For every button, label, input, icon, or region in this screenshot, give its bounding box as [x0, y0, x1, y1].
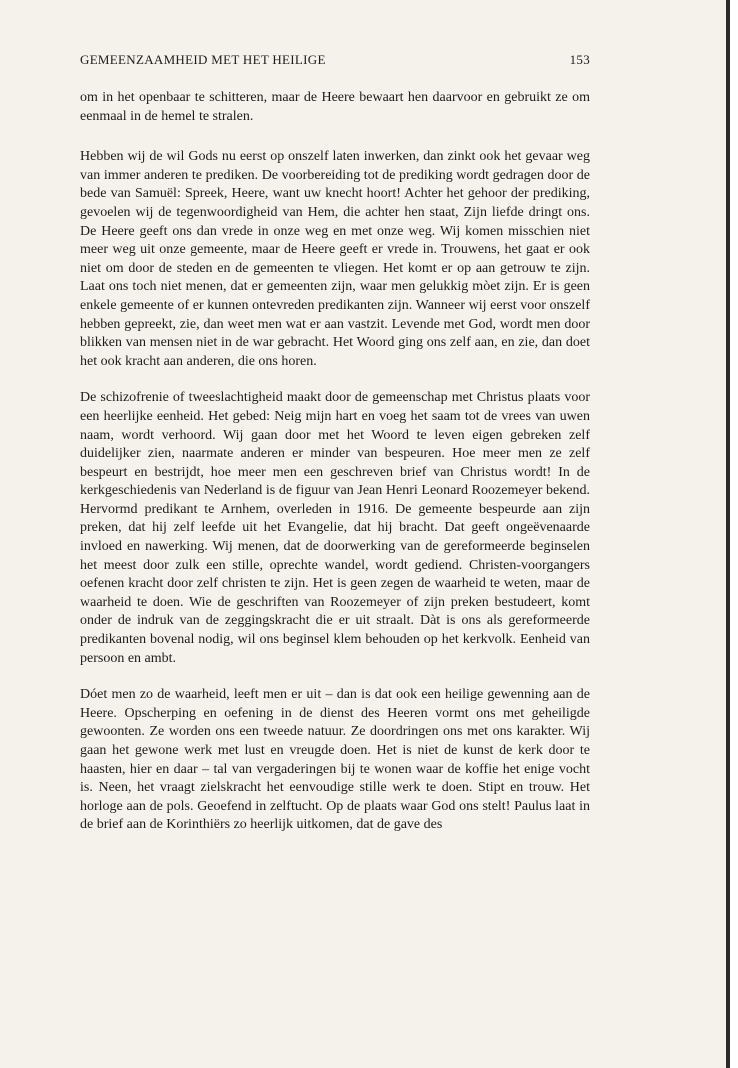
paragraph-3: De schizofrenie of tweeslachtigheid maakt door de gemeenschap met Christus plaats voor een heerlijke eenheid. Het gebed: Neig mijn hart en voeg het saam tot de vrees van uwen naam, wordt verhoord. Wij gaan door met het Woord te leven eigen gebreken zelf duidelijker zien, naarmate anderen er minder van bespeuren. Hoe meer men ze zelf bespeurt en bestrijdt, hoe meer men een geschreven brief van Christus wordt! In de kerkgeschiedenis van Nederland is de figuur van Jean Henri Leonard Roozemeyer bekend. Hervormd predikant te Arnhem, overleden in 1916. De gemeente bespeurde aan zijn preken, dat hij zelf leefde uit het Evangelie, dat hij bracht. Dat geeft ongeëvenaarde invloed en nawerking. Wij menen, dat de doorwerking van de gereformeerde beginselen het meest door zulk een stille, oprechte wandel, wordt gediend. Christen-voorgangers oefenen kracht door zelf christen te zijn. Het is geen zegen de waarheid te weten, maar de waarheid te doen. Wie de geschriften van Roozemeyer of zijn preken bestudeert, komt onder de indruk van de zeggingskracht die er uit straalt. Dàt is ons als gereformeerde predikanten bovenal nodig, wil ons beginsel klem behouden op het kerkvolk. Eenheid van persoon en ambt.: [80, 390, 590, 666]
running-header: [80, 52, 590, 72]
page-number: 153: [569, 52, 590, 67]
page-edge-shadow: [726, 0, 730, 1068]
running-title: GEMEENZAAMHEID MET HET HEILIGE: [80, 52, 326, 67]
paragraph-2: Hebben wij de wil Gods nu eerst op onszelf laten inwerken, dan zinkt ook het gevaar weg van immer anderen te prediken. De voorbereiding tot de prediking wordt gedragen door de bede van Samuël: Spreek, Heere, want uw knecht hoort! Achter het gehoor der prediking, gevoelen wij de tegenwoordigheid van Hem, die achter hen staat, Zijn liefde dringt ons. De Heere geeft ons dan vrede in onze weg en met onze weg. Wij komen misschien niet meer weg uit onze gemeente, maar de Heere geeft er vrede in. Trouwens, het gaat er ook niet om door de steden en de gemeenten te vliegen. Het komt er op aan getrouw te zijn. Laat ons toch niet menen, dat er gemeenten zijn, waar men gelukkig mòet zijn. Er is geen enkele gemeente of er kunnen ontevreden predikanten zijn. Wanneer wij eerst voor onszelf hebben gepreekt, zie, dan weet men wat er aan vastzit. Levende met God, wordt men door blikken van mensen niet in de war gebracht. Het Woord ging ons zelf aan, en zie, dan doet het ook kracht aan anderen, die ons horen.: [80, 149, 590, 369]
paragraph-1: om in het openbaar te schitteren, maar de Heere bewaart hen daarvoor en gebruikt ze om eenmaal in de hemel te stralen.: [80, 90, 590, 124]
body-text: [80, 89, 590, 853]
paragraph-4: Dóet men zo de waarheid, leeft men er uit – dan is dat ook een heilige gewenning aan de Heere. Opscherping en oefening in de dienst des Heeren vormt ons met geheiligde gewoonten. Ze worden ons een tweede natuur. Ze doordringen ons met ons karakter. Wij gaan het gewone werk met lust en vreugde doen. Het is niet de kunst de kerk door te haasten, hier en daar – tal van vergaderingen bij te wonen waar de koffie het enige vocht is. Neen, het vraagt zielskracht het eenvoudige stille werk te doen. Stipt en trouw. Het horloge aan de pols. Geoefend in zelftucht. Op de plaats waar God ons stelt! Paulus laat in de brief aan de Korinthiërs zo heerlijk uitkomen, dat de gave des: [80, 687, 590, 833]
